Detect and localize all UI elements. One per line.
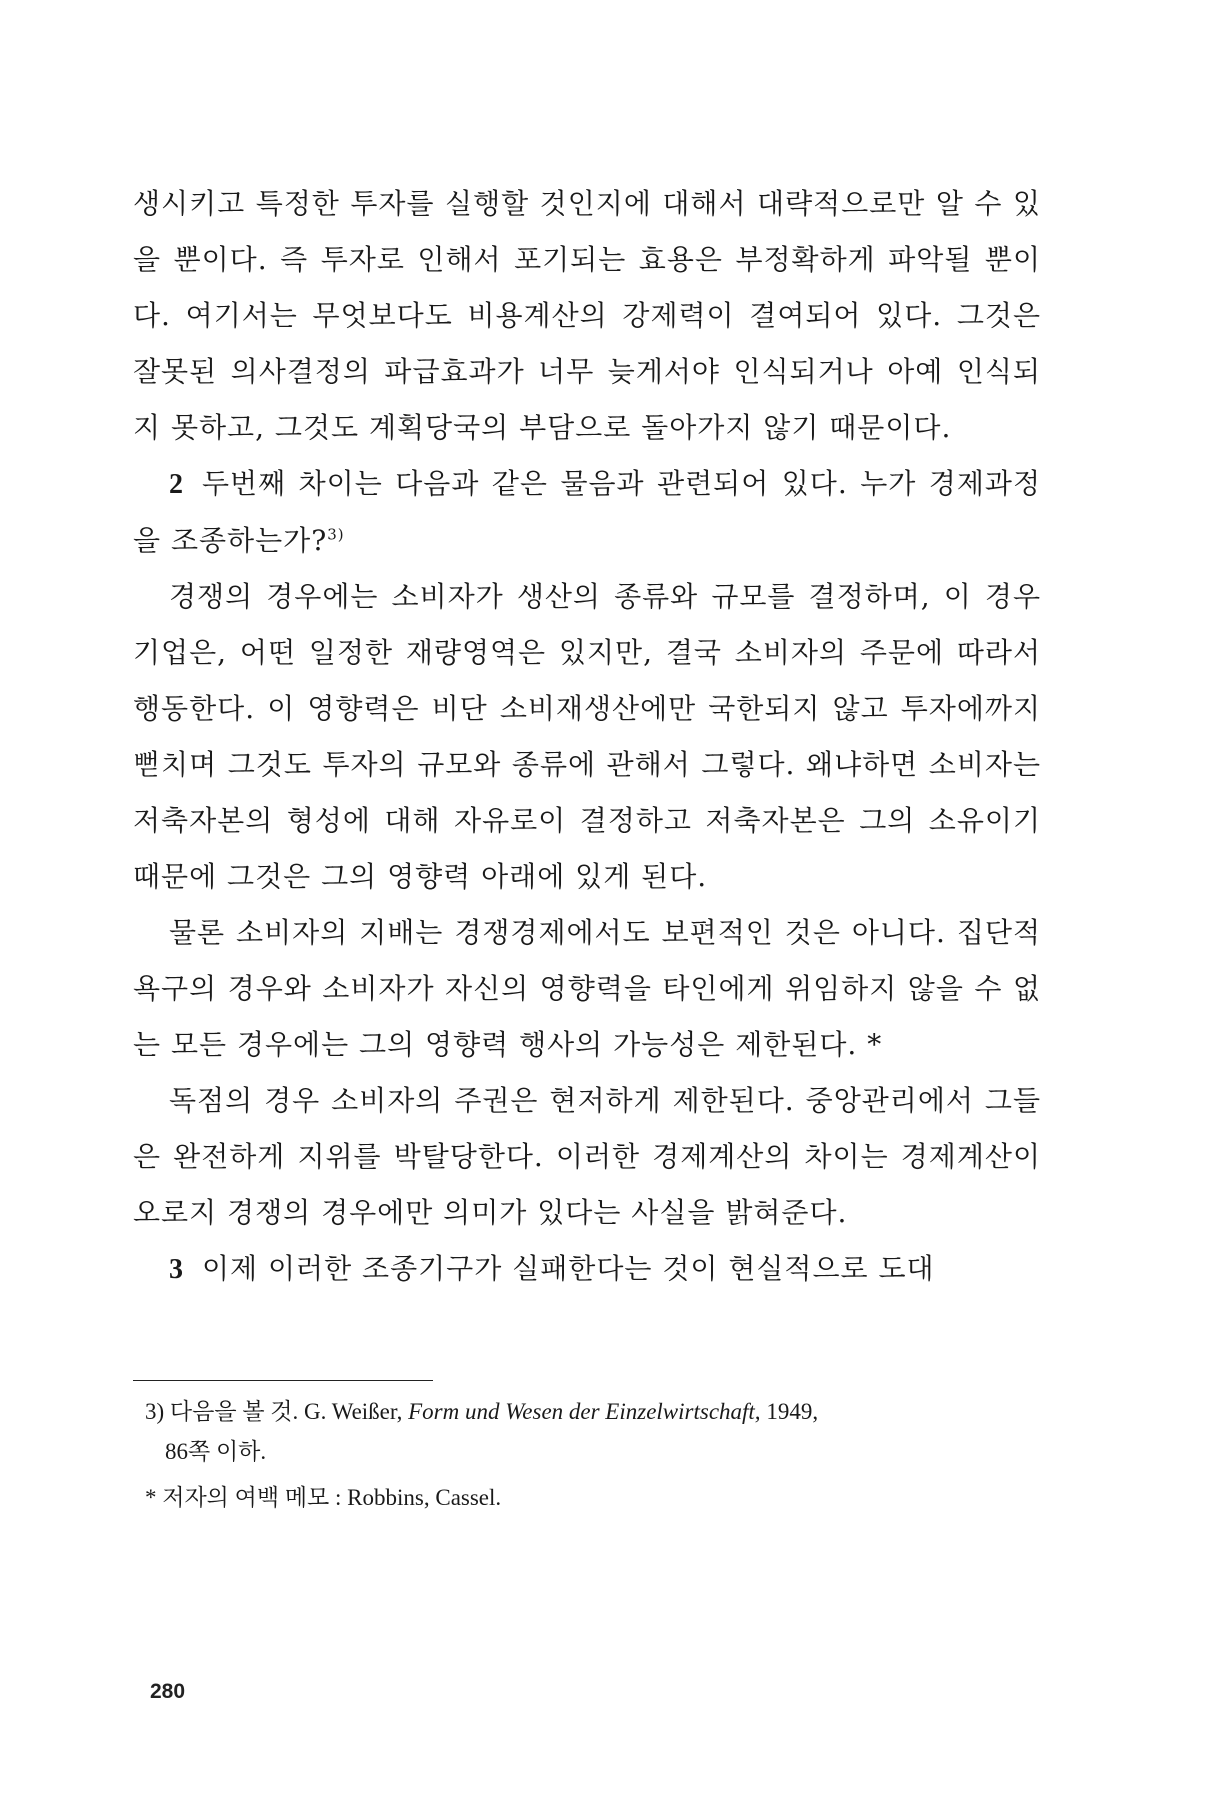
footnote-star bbox=[145, 1478, 1035, 1518]
footnotes bbox=[145, 1392, 1035, 1524]
paragraph-text: 이제 이러한 조종기구가 실패한다는 것이 현실적으로 도대 bbox=[202, 1252, 935, 1285]
footnote-book-title: Form und Wesen der Einzelwirtschaft, bbox=[408, 1399, 761, 1424]
section-number: 3 bbox=[169, 1254, 184, 1285]
page-number: 280 bbox=[150, 1680, 186, 1703]
footnote-3 bbox=[145, 1392, 1035, 1472]
paragraph: 생시키고 특정한 투자를 실행할 것인지에 대해서 대략적으로만 알 수 있을 뿐이다. 즉 투자로 인해서 포기되는 효용은 부정확하게 파악될 뿐이다. 여기서는 무엇보다도 비용계산의 강제력이 결여되어 있다. 그것은 잘못된 의사결정의 파급효과가 너무 늦게서야 인식되거나 아예 인식되지 못하고, 그것도 계획당국의 부담으로 돌아가지 않기 때문이다. bbox=[133, 187, 1041, 444]
paragraph: 독점의 경우 소비자의 주권은 현저하게 제한된다. 중앙관리에서 그들은 완전하게 지위를 박탈당한다. 이러한 경제계산의 차이는 경제계산이 오로지 경쟁의 경우에만 의미가 있다는 사실을 밝혀준다. bbox=[133, 1084, 1041, 1229]
footnote-prefix: 다음을 볼 것. G. Weißer, bbox=[169, 1399, 403, 1424]
paragraph: 물론 소비자의 지배는 경쟁경제에서도 보편적인 것은 아니다. 집단적 욕구의 경우와 소비자가 자신의 영향력을 타인에게 위임하지 않을 수 없는 모든 경우에는 그의 영향력 행사의 가능성은 제한된다. * bbox=[133, 916, 1041, 1061]
footnote-mark: 3) bbox=[145, 1399, 165, 1424]
paragraph-text: 두번째 차이는 다음과 같은 물음과 관련되어 있다. 누가 경제과정을 조종하는가? bbox=[133, 467, 1041, 557]
footnote-reference: 3) bbox=[327, 525, 345, 544]
paragraph-section-2 bbox=[133, 456, 1041, 569]
footnote-text: 저자의 여백 메모 : Robbins, Cassel. bbox=[162, 1485, 502, 1510]
paragraph-section-3 bbox=[133, 1241, 1041, 1298]
section-number: 2 bbox=[169, 469, 184, 500]
footnote-divider bbox=[133, 1380, 433, 1381]
body-text bbox=[133, 176, 1041, 1298]
footnote-mark: * bbox=[145, 1485, 157, 1510]
footnote-year: 1949, bbox=[766, 1399, 819, 1424]
paragraph: 경쟁의 경우에는 소비자가 생산의 종류와 규모를 결정하며, 이 경우 기업은, 어떤 일정한 재량영역은 있지만, 결국 소비자의 주문에 따라서 행동한다. 이 영향력은 비단 소비재생산에만 국한되지 않고 투자에까지 뻗치며 그것도 투자의 규모와 종류에 관해서 그렇다. 왜냐하면 소비자는 저축자본의 형성에 대해 자유로이 결정하고 저축자본은 그의 소유이기 때문에 그것은 그의 영향력 아래에 있게 된다. bbox=[133, 580, 1041, 893]
footnote-continuation: 86쪽 이하. bbox=[165, 1439, 267, 1464]
